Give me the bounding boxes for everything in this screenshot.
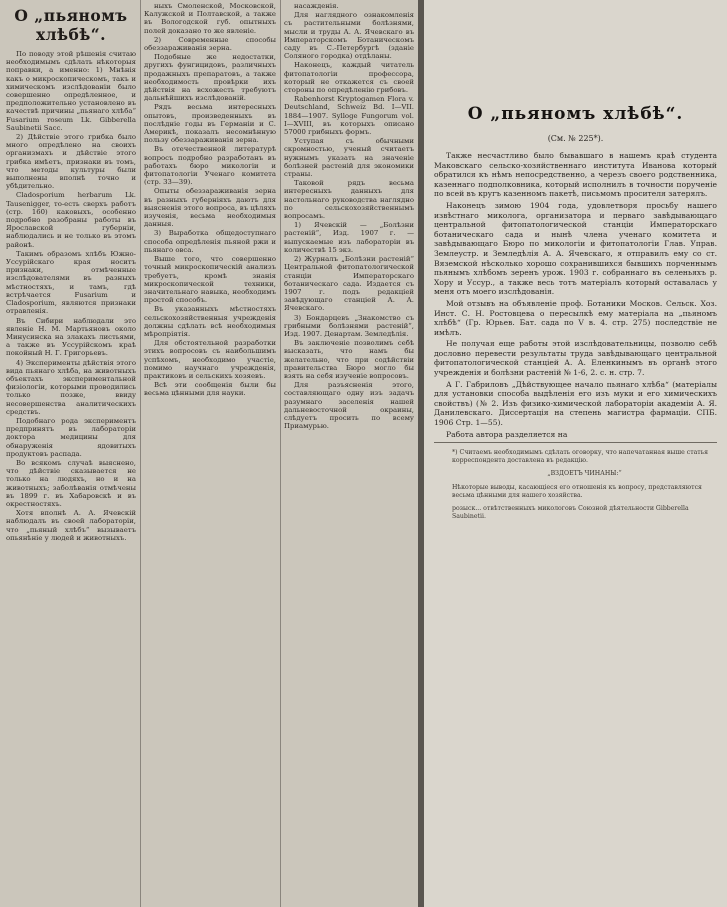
left-col2-para: Подобные же недостатки, другихъ фунгицидовъ, различныхъ продажныхъ препаратовъ, а также необходимость провѣрки ихъ дѣйствія на всхожесть требуютъ дальнѣйшихъ изслѣдованій. <box>144 53 276 103</box>
left-col2-para: Опыты обеззараживанія зерна въ разныхъ губерніяхъ даютъ для выясненія этого вопроса, въ цѣляхъ изученія, весьма необходимыя данныя. <box>144 187 276 229</box>
right-article-title: О „пьяномъ хлѣбѣ“. <box>467 104 684 124</box>
left-column-1 <box>6 2 136 543</box>
left-col2-para: Въ отечественной литературѣ вопросъ подробно разработанъ въ работахъ бюро микологіи и фитопатологіи Ученаго комитета (стр. 33—39). <box>144 145 276 187</box>
left-col2-para: Для обстоятельной разработки этихъ вопросовъ съ наибольшимъ успѣхомъ, необходимо участіе, помимо научнаго учрежденія, практиковъ и сельскихъ хозяевъ. <box>144 339 276 380</box>
left-col2-para: Рядъ весьма интересныхъ опытовъ, произведенныхъ въ послѣдніе годы въ Германіи и С. Америкѣ, показалъ несомнѣнную пользу обеззараживанія зерна. <box>144 103 276 145</box>
footnote-line: Нѣкоторые выводы, касающіеся его отношенія къ вопросу, представляются весьма цѣнными для нашего хозяйства. <box>452 484 702 499</box>
left-col2-para: Всѣ эти сообщенія были бы весьма цѣнными для науки. <box>144 381 276 398</box>
left-col1-para: По поводу этой рѣшенія считаю необходимымъ сдѣлать нѣкоторыя поправки, а именно: 1) Мнѣнія какъ о микроскопическомъ, такъ и химическомъ изслѣдованіи было совершенно опредѣленное, и предположительно установлено въ качествѣ причины „пьянаго хлѣба“ Fusarium roseum Lk. Gibberella Saubinetii Sacc. <box>6 50 136 132</box>
left-col2-para: Въ указанныхъ мѣстностяхъ сельскохозяйственныя учрежденія должны сдѣлать всѣ необходимыя мѣропріятія. <box>144 305 276 338</box>
footnote-line: *) Считаемъ необходимымъ сдѣлать оговорку, что напечатанная выше статья корреспондента доставлена въ редакцію. <box>452 449 709 464</box>
left-col3-para: Таковой рядъ весьма интересныхъ данныхъ для настольнаго руководства наглядно по сельскохозяйственнымъ вопросамъ. <box>284 179 414 221</box>
left-col3-para: Для разъясненія этого, составляющаго одну изъ задачъ разумнаго заселенія нашей дальневосточной окраины, слѣдуетъ просить по всему Приамурью. <box>284 381 414 431</box>
right-para: Не получая еще работы этой изслѣдовательницы, позволю себѣ дословно перевести результаты труда завѣдывающаго центральной фитопатологической станціей А. А. Еленкинымъ въ органѣ этого учрежденія и болѣзни растеній № 1-6, 2. с. н. стр. 7. <box>434 339 717 378</box>
footnote-line: „ВЗДОЕТЪ ЧИНАНЫ:“ <box>547 470 622 478</box>
left-col1-para: Cladosporium herbarum Lk. Tausenigger, то-есть сверхъ работъ (стр. 160) каковыхъ, особенно подробно разобраны работы въ Ярославской губерніи, наблюдались и не только въ этомъ районѣ. <box>6 191 136 249</box>
left-col3-para: 3) Бондарцевъ „Знакомство съ грибными болѣзнями растеній“, Изд. 1907. Денартам. Земледѣлія. <box>284 313 414 338</box>
right-page <box>424 0 727 907</box>
column-divider <box>140 0 141 907</box>
left-col3-para: Для наглядного ознакомленія съ растительными болѣзнями, мысли и труды А. А. Ячевскаго въ Императорскомъ Ботаническомъ саду въ С.-Петербургѣ (зданіе Соляного городка) отдѣланы. <box>284 11 414 61</box>
right-para: Мой отзывъ на объявленіе проф. Ботаники Москов. Сельск. Хоз. Инст. С. Н. Ростовцева о пересылкѣ ему матеріала на „пьяномъ хлѣбѣ“ (Гр. Юрьев. Бат. сада по V в. 4. стр. 275) последствіе не имѣлъ. <box>434 298 717 337</box>
right-article-subtitle: (См. № 225*). <box>547 134 604 143</box>
left-column-3 <box>284 2 414 431</box>
footnote-line: розыск... отвѣтственныхъ микологовъ Союзной дѣятельности Gibberella Saubinetii. <box>452 505 689 520</box>
left-article-title: О „пьяномъ хлѣбѣ“. <box>14 6 128 44</box>
left-col2-para: ныхъ Смоленской, Московской, Калужской и Полтавской, а также въ Вологодской губ. опытныхъ полей доказано то же явленіе. <box>144 2 276 35</box>
left-col1-para: 4) Эксперименты дѣйствія этого вида пьянаго хлѣба, на животныхъ объектахъ экспериментальной физіологіи, которыми проводились только позже, ввиду несовершенства аналитическихъ средствъ. <box>6 358 136 416</box>
left-col3-para: Уступая съ обычными скромностью, ученый считаетъ нужнымъ указать на значеніе болѣзней растеній для экономики страны. <box>284 137 414 179</box>
column-divider <box>280 0 281 907</box>
left-col1-para: Во всякомъ случаѣ выяснено, что дѣйствіе сказывается не только на людяхъ, но и на животныхъ; заболѣванія отмѣчены въ 1899 г. въ Хабаровскѣ и въ окрестностяхъ. <box>6 458 136 508</box>
left-col3-para: Въ заключеніе позволимъ себѣ высказать, что намъ бы желательно, что при содѣйствіи правительства Бюро могло бы взять на себя изученіе вопросовъ. <box>284 339 414 380</box>
left-column-2 <box>144 2 276 399</box>
left-col1-para: Въ Сибири наблюдали это явленіе Н. М. Мартьяновъ около Минусинска на злакахъ листьями, а также въ Уссурійскомъ краѣ покойный Н. Г. Григорьевъ. <box>6 316 136 358</box>
right-para: А Г. Габриловъ „Дѣйствующее начало пьянаго хлѣба“ (матеріалы для установки способа выдѣленія его изъ муки и его химическихъ свойствъ) (№ 2. Изъ физико-химической лабораторіи академіи А. Я. Данилевскаго. Диссертація на степень магистра фармаціи. СПБ. 1906 Стр. 1—55). <box>434 379 717 428</box>
footnote-rule <box>434 442 717 443</box>
right-para: Работа автора разделяется на <box>446 429 568 439</box>
left-col3-para: Наконецъ, каждый читатель фитопатологіи профессора, который не откажется съ своей стороны по опредѣленію грибовъ. <box>284 61 414 95</box>
left-col1-para: Хотя вполнѣ А. А. Ячевскій наблюдалъ въ своей лабораторіи, что „пьяный хлѣбъ“ вызываетъ опьянѣніе у людей и животныхъ. <box>6 509 136 542</box>
left-col3-para: 1) Ячевскій — „Болѣзни растеній“, Изд. 1907 г. — выпускаемые изъ лабораторіи въ количествѣ 15 экз. <box>284 221 414 254</box>
left-col1-para: Подобнаго рода экспериментъ предпринятъ въ лабораторіи доктора медицины для обнаруженія ядовитыхъ продуктовъ распада. <box>6 416 136 458</box>
left-col3-para: Rabenhorst Kryptogamen Flora v. Deutschland, Schweiz Bd. I—VII. 1884—1907. Sylloge Fungorum vol. I—XVIII, въ которыхъ описано 57000 грибныхъ формъ. <box>284 95 414 137</box>
left-col2-para: 3) Выработка общедоступнаго способа опредѣленія пьяной ржи и пьянаго овса. <box>144 229 276 254</box>
left-col2-para: Выше того, что совершенно точный микроскопическій анализъ требуетъ, кромѣ знанія микроскопической техники, значительнаго навыка, необходимъ простой способъ. <box>144 255 276 305</box>
left-col1-para: Такимъ образомъ хлѣбъ Южно-Уссурійскаго края носитъ признаки, отмѣченные изслѣдователями въ разныхъ мѣстностяхъ, и тамъ, гдѣ встрѣчается Fusarium и Cladosporium, являются признаки отравленія. <box>6 249 136 316</box>
right-para: Наконецъ зимою 1904 года, удовлетворя просьбу нашего извѣстнаго миколога, организатора и перваго завѣдывающаго центральной фитопатологической станціи Императорскаго ботаническаго сада и нынѣ члена ученаго комитета и завѣдывающаго Бюро по микологіи и фитопатологіи Глав. Управ. Землеустр. и Земледѣлія А. А. Ячевскаго, я отправилъ ему со ст. Вяземской нѣсколько хорошо сохранившихся бывшихъ порченнымъ пьянымъ хлѣбомъ зеренъ урож. 1903 г. собраннаго въ селеньяхъ р. Хору и Уссур., а также весь тотъ матеріалъ который оставалась у меня отъ моего изслѣдованія. <box>434 200 717 297</box>
right-para: Также несчастливо было бывавшаго в нашемъ краѣ студента Маковскаго сельско-хозяйственнаго института Иванова который обратился къ нѣмъ непосредственно, а черезъ своего родственника, казеннаго подполковника, который исполнилъ в точности порученіе по всей въ кругъ казенномъ пакетѣ, письмомъ просителя затерялъ. <box>434 151 717 199</box>
left-col1-para: 2) Дѣйствіе этого грибка было много опредѣлено на своихъ организмахъ и дѣйствіе этого грибка имѣетъ, признаки въ томъ, что методы культуры были выполнены вполнѣ точно и убѣдительно. <box>6 133 136 191</box>
left-col3-para: насажденія. <box>294 2 339 10</box>
left-col2-para: 2) Современные способы обеззараживанія зерна. <box>144 35 276 53</box>
left-col3-para: 2) Журналъ „Болѣзни растеній“ Центральной фитопатологической станціи Императорскаго ботаническаго сада. Издается съ 1907 г. подъ редакціей завѣдующаго станціей А. А. Ячевскаго. <box>284 255 414 313</box>
